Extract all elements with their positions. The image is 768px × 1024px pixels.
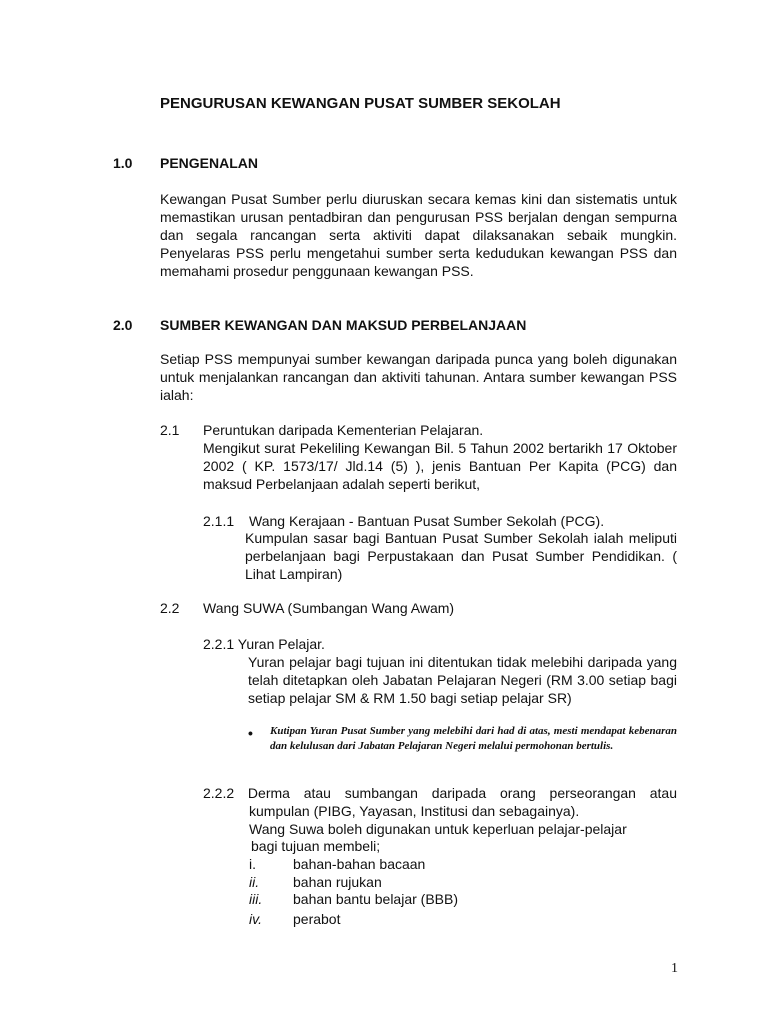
subsection-number: 2.1.1 <box>203 513 235 529</box>
fees-note: Kutipan Yuran Pusat Sumber yang melebihi dari had di atas, mesti mendapat kebenaran dan kelulusan dari Jabatan Pelajaran Negeri melalui permohonan bertulis. <box>270 725 677 752</box>
donation-line-4: bagi tujuan membeli; <box>251 838 381 854</box>
circular-paragraph: Mengikut surat Pekeliling Kewangan Bil. 5 Tahun 2002 bertarikh 17 Oktober 2002 ( KP. 1573/17/ Jld.14 (5) ), jenis Bantuan Per Kapita (PCG) dan maksud Perbelanjaan adalah seperti berikut, <box>203 440 677 492</box>
sources-paragraph: Setiap PSS mempunyai sumber kewangan daripada punca yang boleh digunakan untuk menjalankan rancangan dan aktiviti tahunan. Antara sumber kewangan PSS ialah: <box>160 351 677 403</box>
document-title: PENGURUSAN KEWANGAN PUSAT SUMBER SEKOLAH <box>160 95 561 112</box>
subsection-heading: Wang Kerajaan - Bantuan Pusat Sumber Sekolah (PCG). <box>249 513 605 529</box>
donation-line-2: kumpulan (PIBG, Yayasan, Institusi dan sebagainya). <box>249 803 580 819</box>
section-heading: SUMBER KEWANGAN DAN MAKSUD PERBELANJAAN <box>160 317 527 333</box>
list-item-numeral: ii. <box>249 874 260 890</box>
donation-line-3: Wang Suwa boleh digunakan untuk keperluan pelajar-pelajar <box>249 821 627 837</box>
donation-line-1: 2.2.2 Derma atau sumbangan daripada orang perseorangan atau <box>203 785 677 801</box>
list-item-numeral: iv. <box>249 911 262 927</box>
list-item-numeral: i. <box>249 856 256 872</box>
section-number: 1.0 <box>113 155 133 171</box>
fees-paragraph: Yuran pelajar bagi tujuan ini ditentukan tidak melebihi daripada yang telah ditetapkan oleh Jabatan Pelajaran Negeri (RM 3.00 setiap bagi setiap pelajar SM & RM 1.50 bagi setiap pelajar SR) <box>248 654 677 706</box>
list-item-text: bahan bantu belajar (BBB) <box>293 891 458 907</box>
list-item-text: bahan rujukan <box>293 874 382 890</box>
section-number: 2.0 <box>113 317 133 333</box>
list-item-text: perabot <box>293 911 341 927</box>
subsection-number: 2.2 <box>160 600 180 616</box>
intro-paragraph: Kewangan Pusat Sumber perlu diuruskan secara kemas kini dan sistematis untuk memastikan urusan pentadbiran dan pengurusan PSS berjalan dengan sempurna dan segala rancangan serta aktiviti dapat dilaksanakan sebaik mungkin. Penyelaras PSS perlu mengetahui sumber serta kedudukan kewangan PSS dan memahami prosedur penggunaan kewangan PSS. <box>160 191 677 279</box>
page-number: 1 <box>671 961 678 976</box>
list-item-numeral: iii. <box>249 891 263 907</box>
bullet-marker: • <box>248 725 253 741</box>
subsection-heading: Peruntukan daripada Kementerian Pelajaran. <box>203 422 484 438</box>
subsection-heading: 2.2.1 Yuran Pelajar. <box>203 636 325 652</box>
subsection-number: 2.1 <box>160 422 180 438</box>
section-heading: PENGENALAN <box>160 155 259 171</box>
subsection-heading: Wang SUWA (Sumbangan Wang Awam) <box>203 600 455 616</box>
list-item-text: bahan-bahan bacaan <box>293 856 426 872</box>
pcg-paragraph: Kumpulan sasar bagi Bantuan Pusat Sumber Sekolah ialah meliputi perbelanjaan bagi Perpustakaan dan Pusat Sumber Pendidikan. ( Lihat Lampiran) <box>245 530 677 582</box>
